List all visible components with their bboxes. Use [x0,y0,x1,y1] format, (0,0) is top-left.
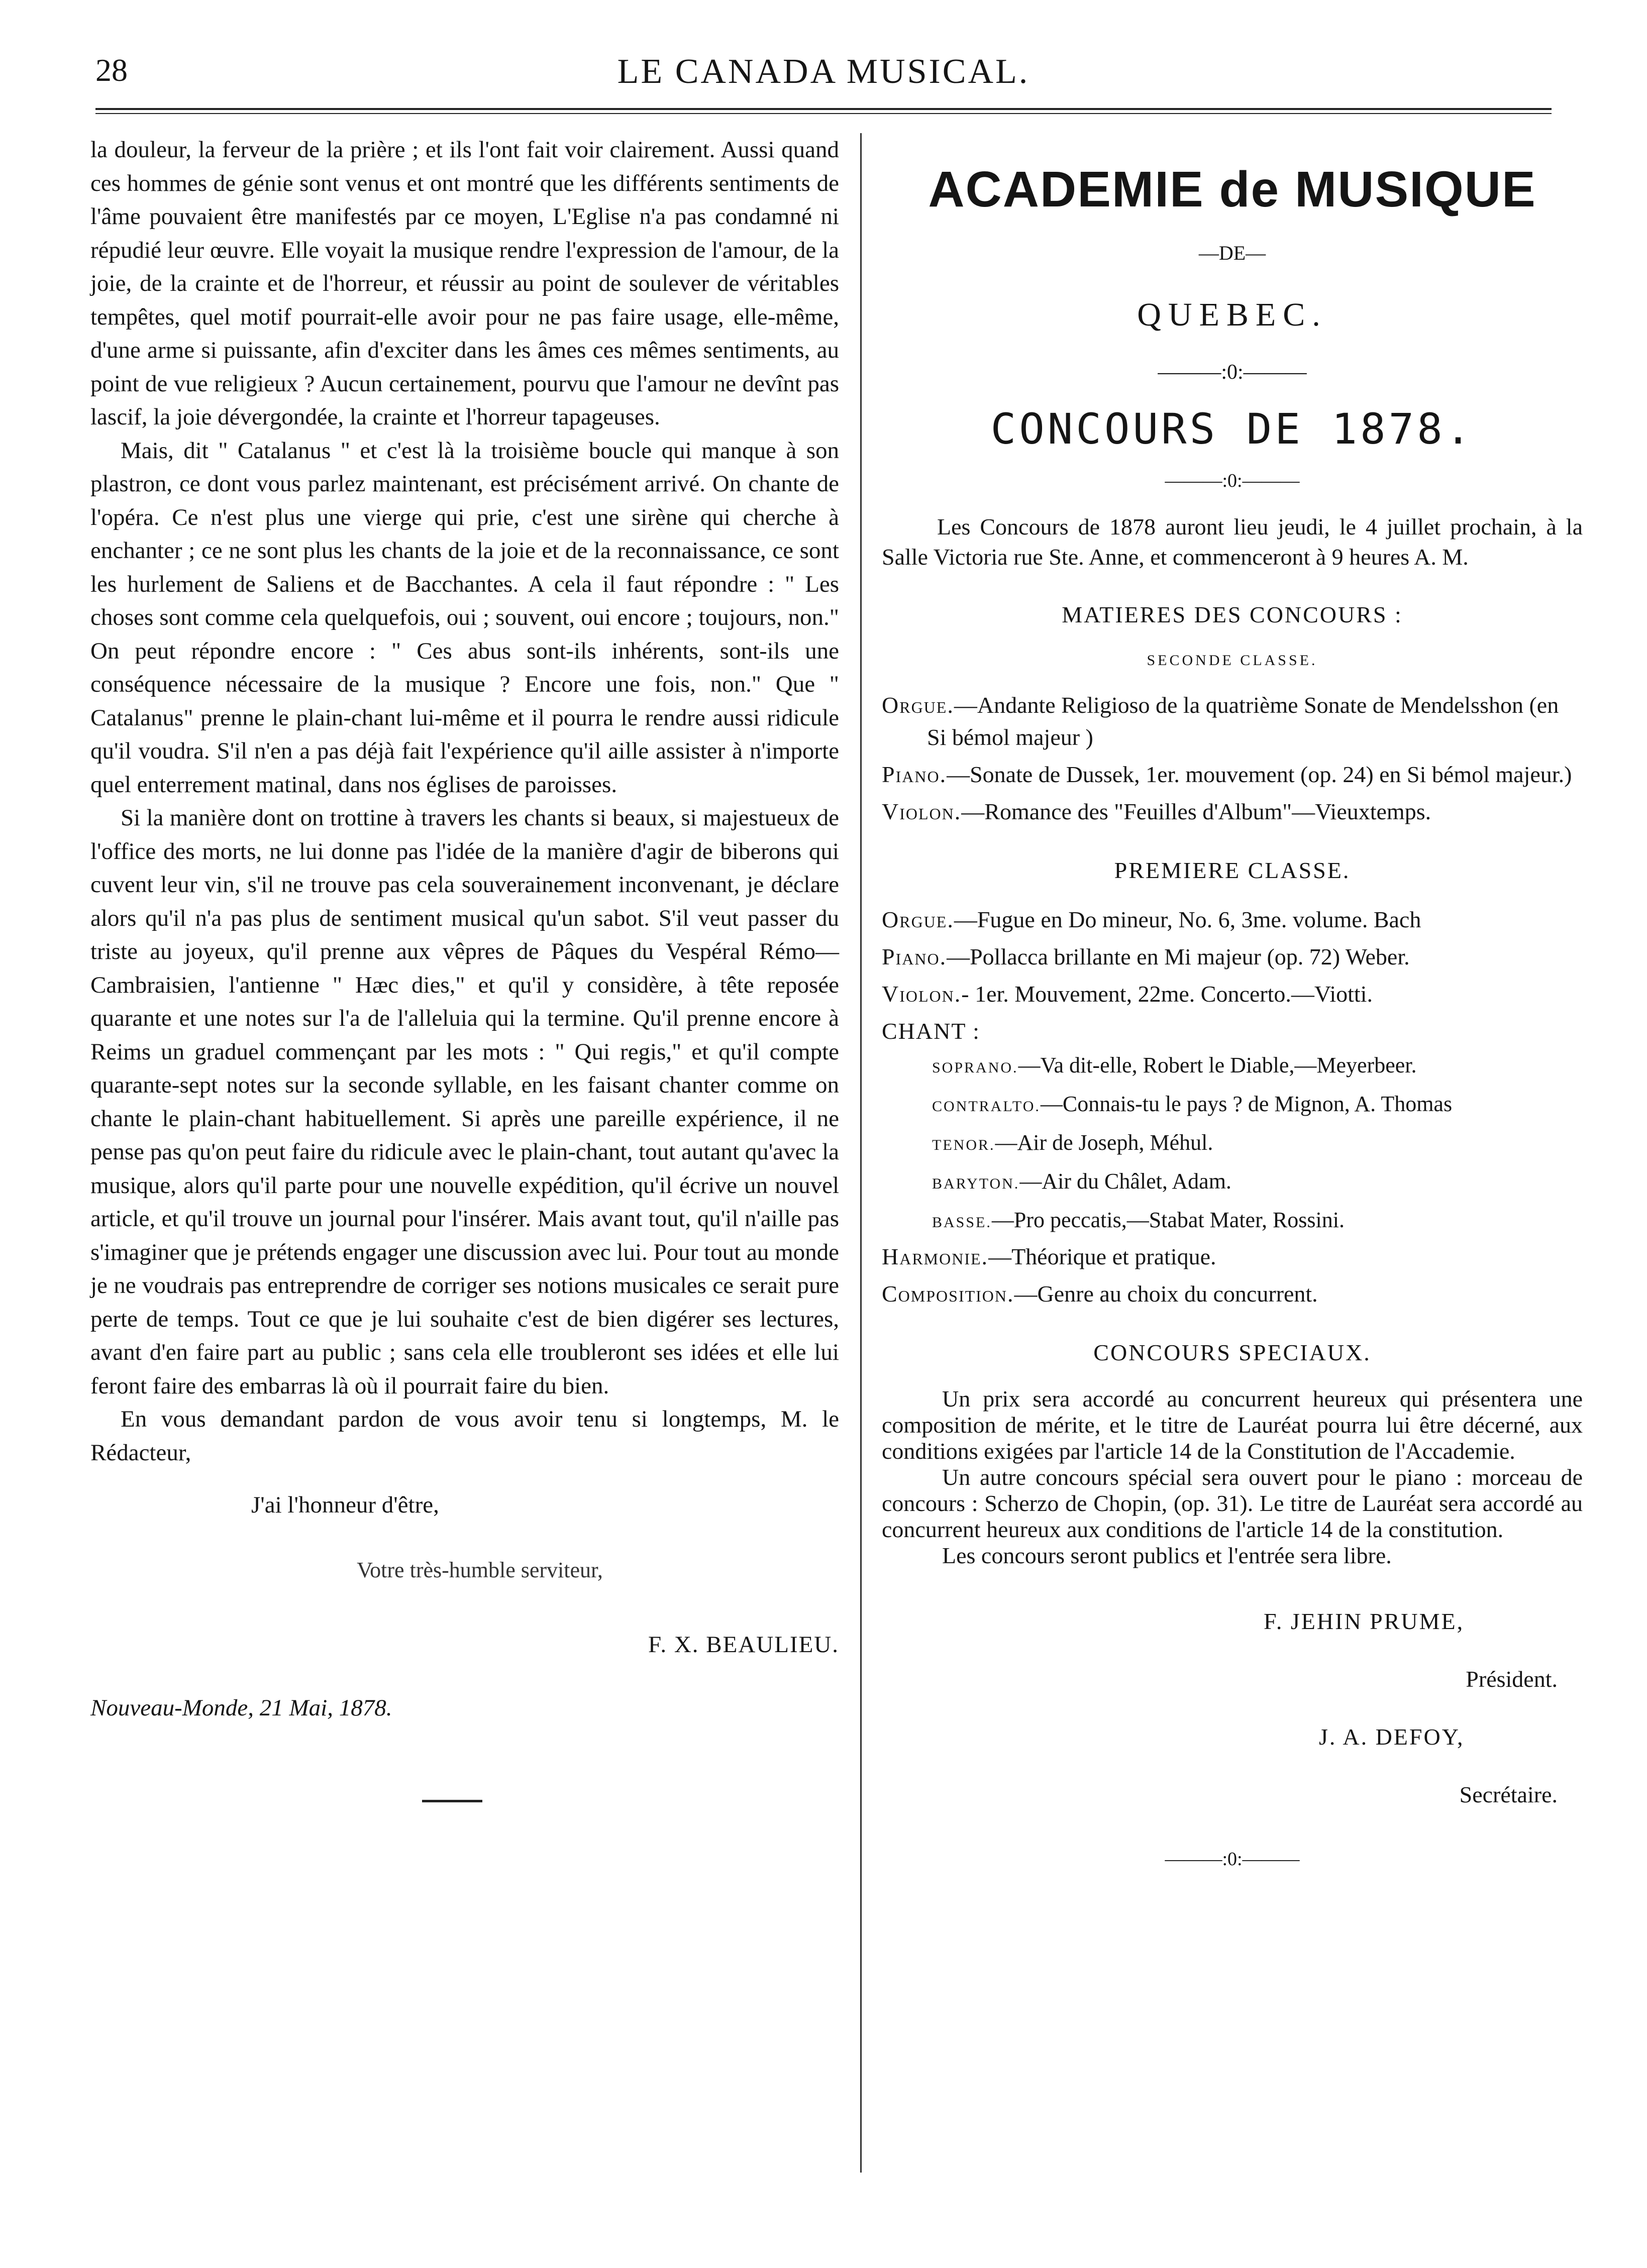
voice-item: BASSE.—Pro peccatis,—Stabat Mater, Rossini. [932,1208,1345,1232]
journal-title: LE CANADA MUSICAL. [617,52,1030,91]
voice-item: CONTRALTO.—Connais-tu le pays ? de Mignon, A. Thomas [932,1092,1453,1116]
list-item: Harmonie.—Théorique et pratique. [882,1244,1216,1269]
concours-title: CONCOURS DE 1878. [990,404,1474,454]
chant-label: CHANT : [882,1018,980,1044]
right-column [882,133,1583,1870]
concours-intro: Les Concours de 1878 auront lieu jeudi, le 4 juillet prochain, à la Salle Victoria rue Ste. Anne, et commenceront à 9 heures A. M. [882,514,1583,570]
academy-title: ACADEMIE de MUSIQUE [928,161,1536,218]
letter-paragraph: Si la manière dont on trottine à travers les chants si beaux, si majestueux de l'office des morts, ne lui donne pas l'idée de la manière d'agir de biberons qui cuvent leur vin, s'il ne trouve pas cela souverainement inconvenant, je déclare alors qu'il n'a pas plus de sentiment musical qu'un sabot. S'il veut passer du triste au joyeux, qu'il prenne aux vêpres de Pâques du Vespéral Rémo—Cambraisien, l'antienne " Hæc dies," et qu'il y considère, à tête reposée quarante et une notes sur l'a de l'alleluia qui la termine. Qu'il prenne encore à Reims un graduel commençant par les mots : " Qui regis," et qu'il compte quarante-sept notes sur la seconde syllable, en les faisant chanter comme on chante le plain-chant habituellement. Si après une pareille expérience, il ne pense pas qu'on peut faire du ridicule avec le plain-chant, tout autant qu'avec la musique, alors qu'il parte pour une nouvelle expédition, qu'il écrive un nouvel article, et qu'il trouve un journal pour l'insérer. Mais avant tout, qu'il n'aille pas s'imaginer que je prétends engager une discussion avec lui. Pour tout au monde je ne voudrais pas entreprendre de corriger ses notions musicales ce serait pure perte de temps. Tout ce que je lui souhaite c'est de bien digérer ses lectures, avant d'en faire part au public ; sans cela elle troubleront ses idées et elle lui feront faire des embarras là où il pourrait faire du bien. [90,805,839,1399]
premiere-classe-list [882,904,1583,1310]
speciaux-text [882,1386,1583,1569]
list-item: Orgue.—Fugue en Do mineur, No. 6, 3me. volume. Bach [882,907,1421,932]
letter-source: Nouveau-Monde, 21 Mai, 1878. [90,1695,392,1721]
header-rule [95,108,1552,114]
column-divider [860,133,862,2173]
closing-honneur: J'ai l'honneur d'être, [251,1492,439,1518]
letter-paragraph: la douleur, la ferveur de la prière ; et ils l'ont fait voir clairement. Aussi quand ces hommes de génie sont venus et ont montré que les différents sentiments de l'âme pouvaient être manifestés par ce moyen, L'Eglise n'a pas condamné ni répudié leur œuvre. Elle voyait la musique rendre l'expression de l'amour, de la joie, de la crainte et de l'horreur, et réussir au point de soulever de véritables tempêtes, quel motif pourrait-elle avoir pour ne pas faire usage, elle-même, d'une arme si puissante, afin d'exciter dans les âmes ces mêmes sentiments, au point de vue religieux ? Aucun certainement, pourvu que l'amour ne devînt pas lascif, la joie dévergondée, la crainte et l'horreur tapageuses. [90,137,839,430]
page-header [95,48,1552,98]
ornament-divider: ———:0:——— [1165,1849,1300,1870]
seconde-classe-heading: SECONDE CLASSE. [1147,652,1318,669]
letter-paragraph: En vous demandant pardon de vous avoir tenu si longtemps, M. le Rédacteur, [90,1406,839,1466]
left-column [90,133,839,1802]
speciaux-paragraph: Les concours seront publics et l'entrée sera libre. [942,1543,1392,1568]
ornament-divider: ———:0:——— [1158,361,1307,384]
voice-item: TENOR.—Air de Joseph, Méhul. [932,1130,1213,1155]
list-item: Orgue.—Andante Religioso de la quatrième Sonate de Mendelsshon (en Si bémol majeur ) [882,692,1559,750]
list-item: Violon.- 1er. Mouvement, 22me. Concerto.—Viotti. [882,981,1373,1007]
voice-item: BARYTON.—Air du Châlet, Adam. [932,1169,1231,1194]
closing-serviteur: Votre très-humble serviteur, [357,1558,603,1582]
list-item: Piano.—Pollacca brillante en Mi majeur (op. 72) Weber. [882,944,1410,969]
secretary-signature: J. A. DEFOY, [1319,1724,1465,1750]
list-item: Composition.—Genre au choix du concurrent. [882,1281,1318,1307]
voice-item: SOPRANO.—Va dit-elle, Robert le Diable,—Meyerbeer. [932,1053,1417,1077]
secretary-role: Secrétaire. [1459,1782,1558,1807]
ornament-divider: ———:0:——— [1165,470,1300,491]
matieres-heading: MATIERES DES CONCOURS : [1062,602,1403,627]
president-signature: F. JEHIN PRUME, [1264,1608,1465,1634]
academy-de: —DE— [1198,242,1266,264]
end-rule [422,1800,482,1802]
list-item: Piano.—Sonate de Dussek, 1er. mouvement (op. 24) en Si bémol majeur.) [882,762,1572,787]
academy-city: QUEBEC. [1137,296,1327,333]
speciaux-paragraph: Un prix sera accordé au concurrent heureux qui présentera une composition de mérite, et le titre de Lauréat pourra lui être décerné, aux conditions exigées par l'article 14 de la Constitution de l'Accademie. [882,1386,1583,1464]
letter-paragraph: Mais, dit " Catalanus " et c'est là la troisième boucle qui manque à son plastron, ce dont vous parlez maintenant, est précisément arrivé. On chante de l'opéra. Ce n'est plus une vierge qui prie, c'est une sirène qui cherche à enchanter ; ce ne sont plus les chants de la joie et de la reconnaissance, ce sont les hurlement de Saliens et de Bacchantes. A cela il faut répondre : " Les choses sont comme cela quelquefois, oui ; souvent, oui encore ; toujours, non." On peut répondre encore : " Ces abus sont-ils inhérents, sont-ils une conséquence nécessaire de la musique ? Encore une fois, non." Que " Catalanus" prenne le plain-chant lui-même et il pourra le rendre aussi ridicule qu'il voudra. S'il n'en a pas déjà fait l'expérience qu'il aille assister à n'importe quel enterrement matinal, dans nos églises de paroisses. [90,437,839,798]
president-role: Président. [1466,1666,1558,1692]
page-number: 28 [95,52,128,88]
list-item: Violon.—Romance des "Feuilles d'Album"—Vieuxtemps. [882,799,1431,824]
speciaux-paragraph: Un autre concours spécial sera ouvert pour le piano : morceau de concours : Scherzo de Chopin, (op. 31). Le titre de Lauréat sera accordé au concurrent heureux aux conditions de l'article 14 de la constitution. [882,1464,1583,1542]
letter-signature: F. X. BEAULIEU. [648,1632,839,1658]
seconde-classe-list [882,689,1583,828]
speciaux-heading: CONCOURS SPECIAUX. [1093,1340,1371,1365]
premiere-classe-heading: PREMIERE CLASSE. [1114,857,1351,883]
